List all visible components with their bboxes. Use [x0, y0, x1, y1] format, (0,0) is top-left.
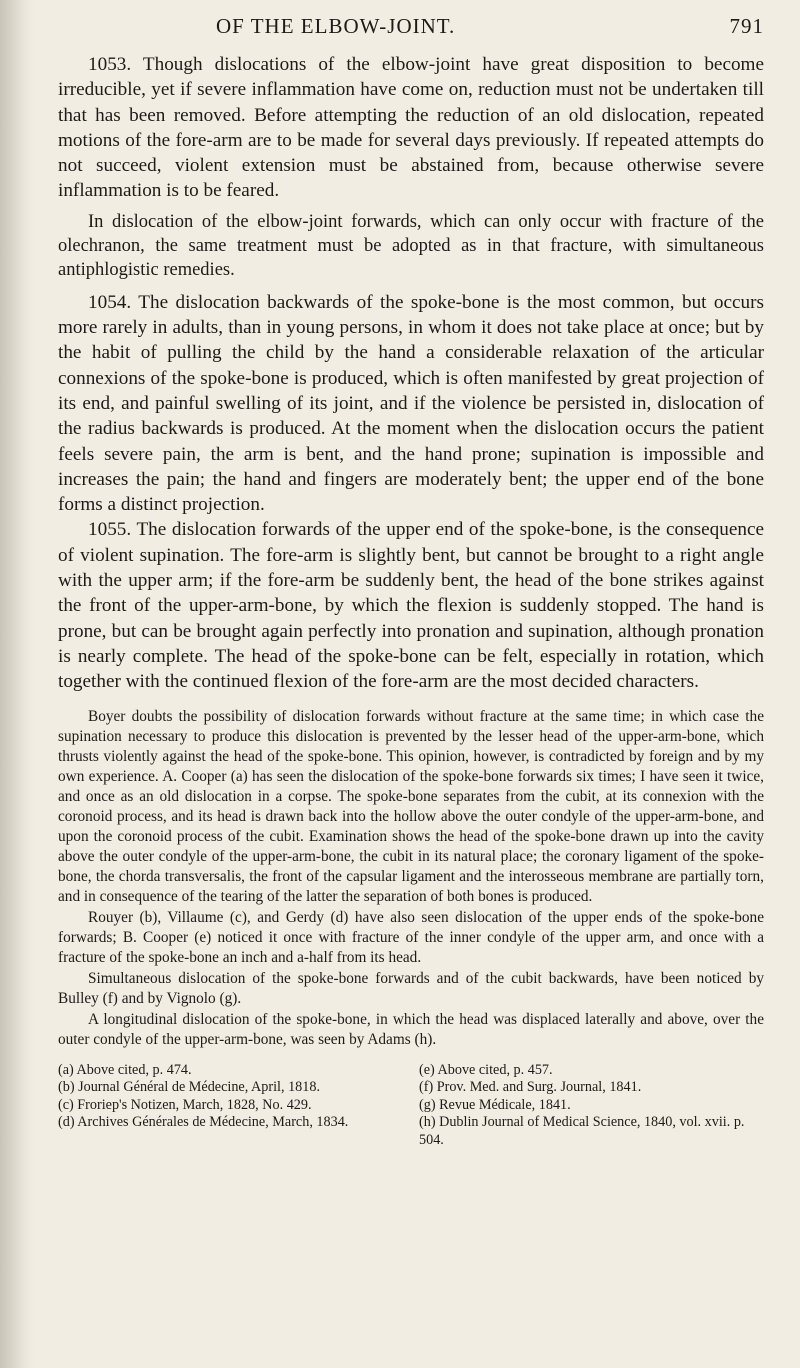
paragraph-1053: 1053. Though dislocations of the elbow-joint have great disposition to become irreducible, yet if severe inflammation have come on, reduction must not be undertaken till that has been removed. Before attempting the reduction of an old dislocation, repeated motions of the fore-arm are to be made for several days previously. If repeated attempts do not succeed, violent extension must be abstained from, because otherwise severe inflammation is to be feared. — [58, 54, 764, 202]
footnote-g: (g) Revue Médicale, 1841. — [419, 1096, 571, 1113]
running-title: OF THE ELBOW-JOINT. — [216, 14, 456, 38]
book-page — [58, 10, 764, 1149]
paragraph-1054: 1054. The dislocation backwards of the spoke-bone is the most common, but occurs more rarely in adults, than in young persons, in whom it does not take place at once; but by the habit of pulling the child by the hand a considerable relaxation of the articular connexions of the spoke-bone is produced, which is often manifested by great projection of its end, and painful swelling of its joint, and if the violence be persisted in, dislocation of the radius backwards is produced. At the moment when the dislocation occurs the patient feels severe pain, the arm is bent, and the hand prone; supination is impossible and increases the pain; the hand and fingers are moderately bent; the upper end of the bone forms a distinct projection. — [58, 291, 764, 516]
paragraph-1053-note: In dislocation of the elbow-joint forwards, which can only occur with fracture of the olechranon, the same treatment must be adopted as in that fracture, with simultaneous antiphlogistic remedies. — [58, 211, 764, 280]
footnotes-right-column — [419, 1062, 764, 1150]
footnote-d: (d) Archives Générales de Médecine, March, 1834. — [58, 1114, 349, 1131]
running-head — [58, 10, 764, 44]
small-paragraph: Boyer doubts the possibility of dislocation forwards without fracture at the same time; in which case the supination necessary to produce this dislocation is prevented by the lesser head of the upper-arm-bone, which thrusts violently against the head of the spoke-bone. This opinion, however, is contradicted by foreign and by my own experience. A. Cooper (a) has seen the dislocation of the spoke-bone forwards six times; I have seen it twice, and once as an old dislocation in a corpse. The spoke-bone separates from the cubit, at its connexion with the coronoid process, and its head is drawn back into the hollow above the outer condyle of the upper-arm-bone, and upon the coronoid process of the cubit. Examination shows the head of the spoke-bone drawn up into the cavity above the outer condyle of the upper-arm-bone, the cubit in its natural place; the coronary ligament of the spoke-bone, the chorda transversalis, the front of the capsular ligament and the interosseous membrane are partially torn, and in consequence of the tearing of the latter the separation of both bones is produced. — [58, 707, 764, 905]
footnote-f: (f) Prov. Med. and Surg. Journal, 1841. — [419, 1079, 642, 1096]
footnote-e: (e) Above cited, p. 457. — [419, 1061, 553, 1078]
small-print-commentary — [58, 707, 764, 1050]
small-paragraph: A longitudinal dislocation of the spoke-bone, in which the head was displaced laterally and above, over the outer condyle of the upper-arm-bone, was seen by Adams (h). — [58, 1010, 764, 1048]
footnote-c: (c) Froriep's Notizen, March, 1828, No. 429. — [58, 1096, 312, 1113]
footnote-a: (a) Above cited, p. 474. — [58, 1061, 192, 1078]
footnotes — [58, 1062, 764, 1150]
footnotes-left-column — [58, 1062, 403, 1150]
small-paragraph: Rouyer (b), Villaume (c), and Gerdy (d) have also seen dislocation of the upper ends of the spoke-bone forwards; B. Cooper (e) noticed it once with fracture of the inner condyle of the upper arm, and once with a fracture of the spoke-bone an inch and a-half from its head. — [58, 908, 764, 966]
page-gutter-shadow — [0, 0, 34, 1368]
small-paragraph: Simultaneous dislocation of the spoke-bone forwards and of the cubit backwards, have been noticed by Bulley (f) and by Vignolo (g). — [58, 969, 764, 1007]
footnote-b: (b) Journal Général de Médecine, April, 1818. — [58, 1079, 320, 1096]
main-text — [58, 52, 764, 695]
footnote-h: (h) Dublin Journal of Medical Science, 1840, vol. xvii. p. 504. — [419, 1114, 745, 1148]
page-number: 791 — [729, 14, 764, 38]
paragraph-1055: 1055. The dislocation forwards of the upper end of the spoke-bone, is the consequence of violent supination. The fore-arm is slightly bent, but cannot be brought to a right angle with the upper arm; if the fore-arm be suddenly bent, the head of the bone strikes against the front of the upper-arm-bone, by which the flexion is suddenly stopped. The hand is prone, but can be brought again perfectly into pronation and supination, although pronation is nearly complete. The head of the spoke-bone can be felt, especially in rotation, which together with the continued flexion of the fore-arm are the most decided characters. — [58, 519, 764, 693]
